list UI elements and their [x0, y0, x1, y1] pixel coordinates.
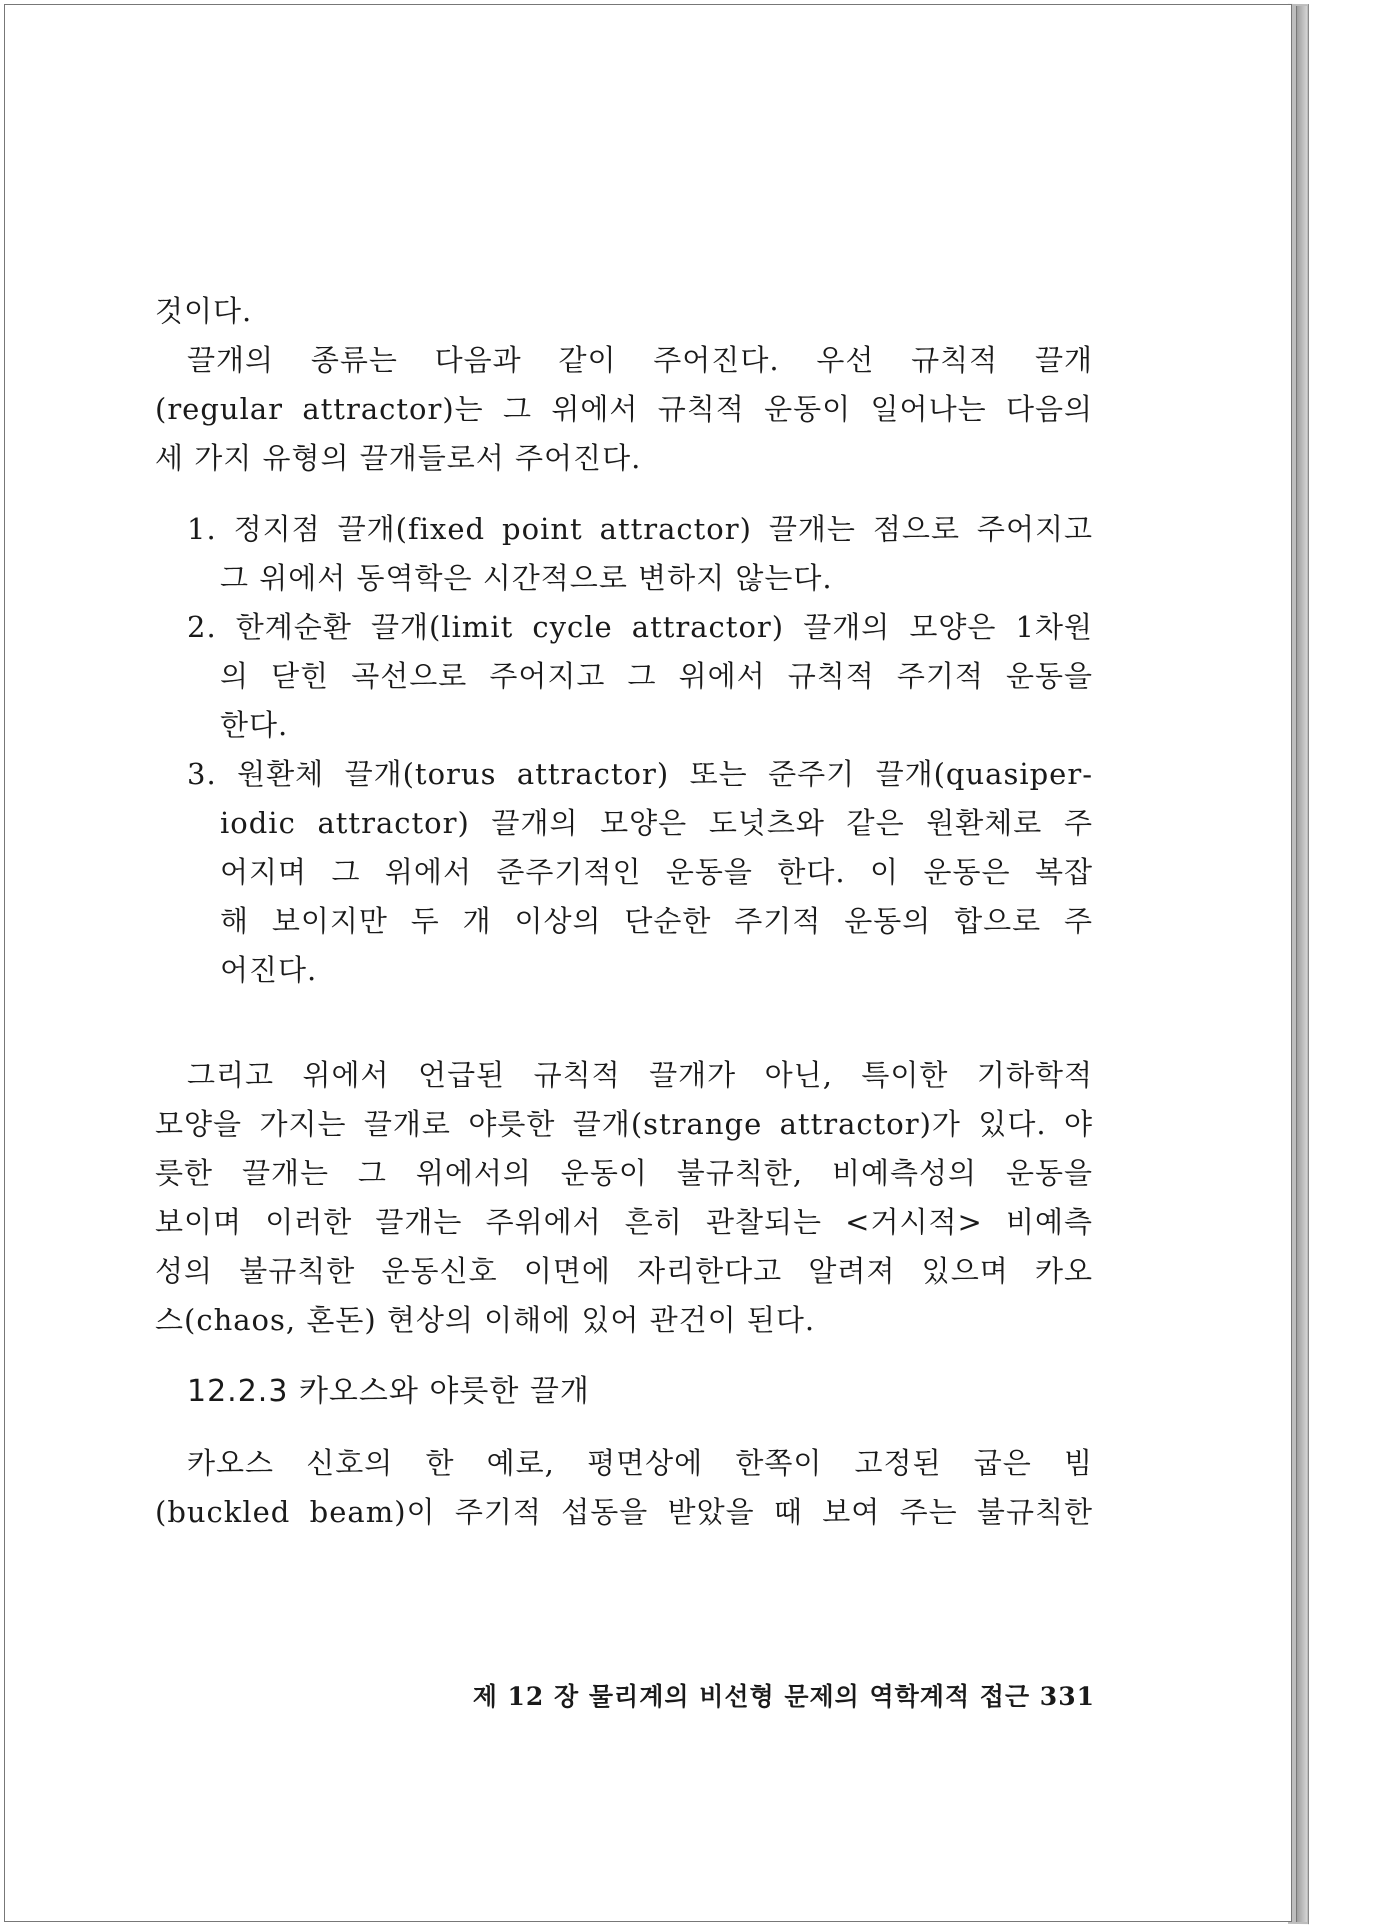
running-footer: 제 12 장 물리계의 비선형 문제의 역학계적 접근 331 [472, 1682, 1095, 1711]
text-line: 그리고 위에서 언급된 규칙적 끌개가 아닌, 특이한 기하학적 [187, 1058, 1093, 1092]
paragraph-chaos-signal [155, 1439, 1093, 1537]
list-item-line: 의 닫힌 곡선으로 주어지고 그 위에서 규칙적 주기적 운동을 [220, 659, 1093, 693]
text-line: 모양을 가지는 끌개로 야릇한 끌개(strange attractor)가 있다. 야 [155, 1107, 1093, 1141]
spacer [155, 1345, 1093, 1367]
attractor-list [155, 505, 1093, 995]
text-line: (buckled beam)이 주기적 섭동을 받았을 때 보여 주는 불규칙한 [155, 1495, 1093, 1529]
page-stack-edge [1296, 6, 1307, 1922]
text-line: 것이다. [155, 294, 253, 328]
spacer [155, 483, 1093, 505]
list-item-line: 어지며 그 위에서 준주기적인 운동을 한다. 이 운동은 복잡 [220, 855, 1093, 889]
text-line: 끌개의 종류는 다음과 같이 주어진다. 우선 규칙적 끌개 [187, 343, 1093, 377]
text-line: 스(chaos, 혼돈) 현상의 이해에 있어 관건이 된다. [155, 1303, 816, 1337]
list-item [155, 750, 1093, 995]
text-line: 세 가지 유형의 끌개들로서 주어진다. [155, 441, 642, 475]
text-line: 성의 불규칙한 운동신호 이면에 자리한다고 알려져 있으며 카오 [155, 1254, 1093, 1288]
book-page [4, 4, 1292, 1922]
spacer [155, 995, 1093, 1051]
text-line: 카오스 신호의 한 예로, 평면상에 한쪽이 고정된 굽은 빔 [187, 1446, 1093, 1480]
list-item-first-line: 1. 정지점 끌개(fixed point attractor) 끌개는 점으로 주어지고 [187, 512, 1093, 546]
list-item-first-line: 3. 원환체 끌개(torus attractor) 또는 준주기 끌개(quasiper- [187, 757, 1093, 791]
list-item [155, 505, 1093, 603]
list-item-line: iodic attractor) 끌개의 모양은 도넛츠와 같은 원환체로 주 [220, 806, 1093, 840]
text-line: 보이며 이러한 끌개는 주위에서 흔히 관찰되는 <거시적> 비예측 [155, 1205, 1093, 1239]
list-item-first-line: 2. 한계순환 끌개(limit cycle attractor) 끌개의 모양은 1차원 [187, 610, 1093, 644]
list-item [155, 603, 1093, 750]
list-item-line: 어진다. [220, 953, 318, 987]
text-line: (regular attractor)는 그 위에서 규칙적 운동이 일어나는 다음의 [155, 392, 1093, 426]
spacer [155, 1417, 1093, 1439]
list-item-line: 그 위에서 동역학은 시간적으로 변하지 않는다. [220, 561, 833, 595]
paragraph-strange-attractor [155, 1051, 1093, 1345]
paragraph-attractor-types [155, 336, 1093, 483]
section-heading: 12.2.3 카오스와 야릇한 끌개 [187, 1374, 590, 1409]
list-item-line: 해 보이지만 두 개 이상의 단순한 주기적 운동의 합으로 주 [220, 904, 1093, 938]
page-content [155, 287, 1093, 1537]
text-line: 릇한 끌개는 그 위에서의 운동이 불규칙한, 비예측성의 운동을 [155, 1156, 1093, 1190]
list-item-line: 한다. [220, 708, 289, 742]
